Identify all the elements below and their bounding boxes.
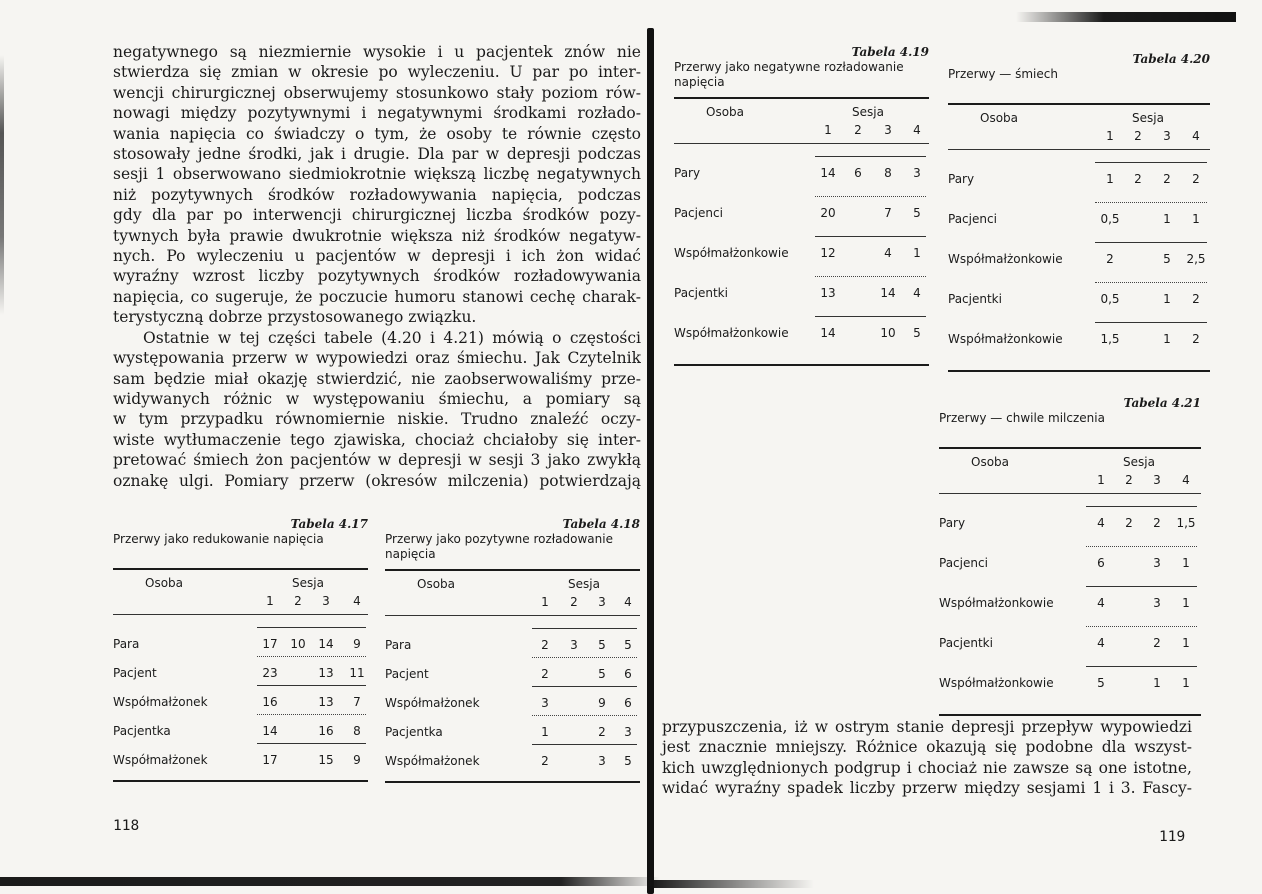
- table-cell: 2: [1134, 172, 1142, 186]
- column-header-osoba: Osoba: [980, 111, 1019, 125]
- cell-rule: [1095, 202, 1207, 203]
- row-label: Pacjent: [385, 667, 429, 681]
- text-line: występowania przerw w wypowiedzi oraz śmiechu. Jak Czytelnik: [113, 349, 641, 368]
- table-cell: 5: [624, 638, 632, 652]
- cell-rule: [257, 656, 366, 657]
- table-caption: Przerwy jako redukowanie napięcia: [113, 532, 324, 546]
- table-cell: 9: [353, 753, 361, 767]
- column-header-osoba: Osoba: [706, 105, 745, 119]
- table-cell: 5: [624, 754, 632, 768]
- cell-rule: [815, 276, 926, 277]
- text-line: widywanych różnic w występowaniu śmiechu, a pomiary są: [113, 389, 641, 408]
- table-cell: 1: [1163, 212, 1171, 226]
- session-number: 4: [353, 594, 361, 608]
- table-4-20: [948, 52, 1210, 372]
- text-line: napięcia, co sugeruje, że poczucie humoru stanowi cechę charak-: [113, 287, 641, 306]
- table-cell: 14: [820, 326, 836, 340]
- table-cell: 4: [1097, 636, 1105, 650]
- table-cell: 2: [1192, 292, 1200, 306]
- table-row: [674, 318, 929, 358]
- column-header-sesja: Sesja: [568, 577, 600, 591]
- text-line: jest znacznie mniejszy. Różnice okazują się podobne dla wszyst-: [662, 738, 1192, 757]
- table-header: [948, 105, 1210, 149]
- text-line: stosowały jedne środki, jak i drugie. Dla par w depresji podczas: [113, 145, 641, 164]
- table-row: [113, 716, 368, 745]
- table-cell: 14: [262, 724, 278, 738]
- table-cell: 2: [1192, 172, 1200, 186]
- table-cell: 1: [1163, 292, 1171, 306]
- table-cell: 2: [1106, 252, 1114, 266]
- cell-rule: [1095, 322, 1207, 323]
- table-row: [385, 688, 640, 717]
- table-cell: 3: [598, 754, 606, 768]
- cell-rule: [257, 685, 366, 686]
- session-number: 2: [570, 595, 578, 609]
- session-number: 3: [322, 594, 330, 608]
- table-cell: 14: [820, 166, 836, 180]
- table-row: [939, 548, 1201, 588]
- table-number: Tabela 4.19: [851, 45, 929, 59]
- row-label: Pary: [948, 172, 975, 186]
- table-cell: 16: [318, 724, 334, 738]
- table-cell: 1: [1163, 332, 1171, 346]
- session-number: 1: [266, 594, 274, 608]
- table-cell: 2: [541, 754, 549, 768]
- text-line: wania napięcia co świadczy o tym, że osoby te równie często: [113, 124, 641, 143]
- table-cell: 13: [318, 666, 334, 680]
- table-cell: 14: [318, 637, 334, 651]
- session-number: 2: [854, 123, 862, 137]
- table-row: [939, 668, 1201, 708]
- table-header: [113, 570, 368, 614]
- table-caption: napięcia: [385, 547, 436, 561]
- row-label: Współmałżonkowie: [939, 596, 1054, 610]
- session-number: 2: [294, 594, 302, 608]
- table-cell: 3: [570, 638, 578, 652]
- row-label: Pary: [939, 516, 966, 530]
- column-header-osoba: Osoba: [145, 576, 184, 590]
- table-cell: 11: [349, 666, 365, 680]
- left-body-text: [113, 42, 641, 491]
- text-line: sesji 1 obserwowano siedmiokrotnie większą liczbę negatywnych: [113, 165, 641, 184]
- table-cell: 5: [913, 326, 921, 340]
- text-line: wencji chirurgicznej obserwujemy stosunkowo stały poziom rów-: [113, 83, 641, 102]
- cell-rule: [532, 715, 637, 716]
- table-cell: 1: [913, 246, 921, 260]
- table-row: [385, 746, 640, 775]
- row-label: Współmałżonek: [113, 753, 208, 767]
- table-caption: Przerwy jako pozytywne rozładowanie: [385, 532, 613, 546]
- table-cell: 3: [1153, 596, 1161, 610]
- table-cell: 3: [913, 166, 921, 180]
- table-cell: 1: [1106, 172, 1114, 186]
- table-row: [939, 628, 1201, 668]
- right-body-text: [662, 717, 1192, 799]
- table-cell: 0,5: [1100, 212, 1120, 226]
- table-row: [113, 629, 368, 658]
- table-cell: 5: [598, 667, 606, 681]
- table-row: [948, 164, 1210, 204]
- cell-rule: [1086, 586, 1197, 587]
- text-line: widać wyraźny spadek liczby przerw między sesjami 1 i 3. Fascy-: [662, 779, 1192, 798]
- table-number: Tabela 4.21: [1123, 396, 1201, 410]
- table-cell: 6: [854, 166, 862, 180]
- cell-rule: [532, 744, 637, 745]
- row-label: Współmałżonek: [385, 696, 480, 710]
- table-cell: 2: [541, 667, 549, 681]
- table-row: [113, 658, 368, 687]
- text-line: oznakę ulgi. Pomiary przerw (okresów milczenia) potwierdzają: [113, 471, 641, 490]
- table-rule-bottom: [948, 370, 1210, 372]
- page-edge-shadow: [0, 55, 4, 315]
- row-label: Pacjentka: [385, 725, 443, 739]
- table-cell: 1: [1192, 212, 1200, 226]
- row-label: Pacjentki: [939, 636, 993, 650]
- session-number: 4: [1182, 473, 1190, 487]
- table-header: [674, 99, 929, 143]
- table-header: [385, 571, 640, 615]
- table-cell: 10: [290, 637, 306, 651]
- cell-rule: [815, 196, 926, 197]
- cell-rule: [257, 714, 366, 715]
- table-cell: 23: [262, 666, 278, 680]
- table-cell: 16: [262, 695, 278, 709]
- table-cell: 1,5: [1100, 332, 1120, 346]
- table-cell: 5: [913, 206, 921, 220]
- table-row: [674, 198, 929, 238]
- cell-rule: [532, 686, 637, 687]
- cell-rule: [1086, 546, 1197, 547]
- table-cell: 0,5: [1100, 292, 1120, 306]
- column-header-sesja: Sesja: [292, 576, 324, 590]
- table-4-19: [674, 45, 929, 366]
- row-label: Pacjentki: [674, 286, 728, 300]
- page-number-left: 118: [113, 818, 140, 834]
- row-label: Współmałżonkowie: [674, 246, 789, 260]
- table-number: Tabela 4.20: [1132, 52, 1210, 66]
- row-label: Współmałżonkowie: [674, 326, 789, 340]
- table-cell: 4: [884, 246, 892, 260]
- table-cell: 7: [353, 695, 361, 709]
- session-number: 3: [1163, 129, 1171, 143]
- table-cell: 5: [1163, 252, 1171, 266]
- session-number: 1: [1106, 129, 1114, 143]
- cell-rule: [1086, 626, 1197, 627]
- text-line: kich uwzględnionych podgrup i chociaż nie zawsze są one istotne,: [662, 758, 1192, 777]
- cell-rule: [1095, 282, 1207, 283]
- text-line: nych. Po wyleczeniu u pacjentów w depresji i ich żon widać: [113, 247, 641, 266]
- cell-rule: [257, 627, 366, 628]
- table-cell: 4: [1097, 596, 1105, 610]
- cell-rule: [257, 743, 366, 744]
- text-line: wyraźny wzrost liczby pozytywnych środków rozładowywania: [113, 267, 641, 286]
- session-number: 4: [624, 595, 632, 609]
- table-row: [948, 284, 1210, 324]
- table-caption: Przerwy — chwile milczenia: [939, 411, 1105, 425]
- table-row: [939, 508, 1201, 548]
- table-cell: 3: [624, 725, 632, 739]
- cell-rule: [815, 236, 926, 237]
- table-cell: 12: [820, 246, 836, 260]
- table-number: Tabela 4.17: [290, 517, 368, 531]
- session-number: 4: [1192, 129, 1200, 143]
- scan-border-bottom: [0, 877, 660, 886]
- table-row: [385, 630, 640, 659]
- table-cell: 2: [541, 638, 549, 652]
- table-cell: 2: [1163, 172, 1171, 186]
- table-cell: 15: [318, 753, 334, 767]
- table-cell: 2,5: [1186, 252, 1206, 266]
- table-4-18: [385, 517, 640, 783]
- table-cell: 13: [318, 695, 334, 709]
- session-number: 1: [1097, 473, 1105, 487]
- book-spine: [647, 28, 654, 894]
- table-header: [939, 449, 1201, 493]
- table-row: [939, 588, 1201, 628]
- row-label: Para: [113, 637, 140, 651]
- table-cell: 5: [598, 638, 606, 652]
- cell-rule: [1095, 162, 1207, 163]
- text-line: gdy dla par po interwencji chirurgicznej liczba środków pozy-: [113, 206, 641, 225]
- table-caption: Przerwy — śmiech: [948, 67, 1058, 81]
- table-cell: 4: [913, 286, 921, 300]
- row-label: Współmałżonkowie: [948, 252, 1063, 266]
- table-row: [674, 238, 929, 278]
- text-line: sam będzie miał okazję stwierdzić, nie zaobserwowaliśmy prze-: [113, 369, 641, 388]
- table-number: Tabela 4.18: [562, 517, 640, 531]
- table-cell: 17: [262, 753, 278, 767]
- session-number: 2: [1134, 129, 1142, 143]
- text-line: tywnych była prawie dwukrotnie większa niż środków negatyw-: [113, 226, 641, 245]
- text-line: niż pozytywnych środków rozładowywania napięcia, podczas: [113, 185, 641, 204]
- text-line: terystyczną dobrze przystosowanego związku.: [113, 308, 477, 327]
- session-number: 1: [824, 123, 832, 137]
- column-header-sesja: Sesja: [852, 105, 884, 119]
- table-cell: 6: [624, 667, 632, 681]
- table-cell: 3: [541, 696, 549, 710]
- table-cell: 1: [1182, 596, 1190, 610]
- cell-rule: [815, 156, 926, 157]
- text-line: pretować śmiech żon pacjentów w depresji w sesji 3 jako zwykłą: [113, 451, 641, 470]
- cell-rule: [532, 628, 637, 629]
- table-cell: 1: [1182, 676, 1190, 690]
- session-number: 3: [598, 595, 606, 609]
- table-cell: 8: [353, 724, 361, 738]
- text-line: nowagi między pozytywnymi i negatywnymi środkami rozłado-: [113, 104, 641, 123]
- table-cell: 7: [884, 206, 892, 220]
- row-label: Współmałżonek: [113, 695, 208, 709]
- session-number: 2: [1125, 473, 1133, 487]
- table-row: [674, 278, 929, 318]
- table-cell: 2: [1153, 516, 1161, 530]
- row-label: Pacjentka: [113, 724, 171, 738]
- column-header-sesja: Sesja: [1132, 111, 1164, 125]
- table-rule-bottom: [939, 714, 1201, 716]
- table-row: [948, 244, 1210, 284]
- row-label: Współmałżonek: [385, 754, 480, 768]
- row-label: Pacjenci: [674, 206, 723, 220]
- table-caption: napięcia: [674, 75, 725, 89]
- table-caption: Przerwy jako negatywne rozładowanie: [674, 60, 904, 74]
- table-row: [385, 717, 640, 746]
- table-cell: 10: [880, 326, 896, 340]
- table-cell: 5: [1097, 676, 1105, 690]
- session-number: 3: [884, 123, 892, 137]
- cell-rule: [815, 316, 926, 317]
- row-label: Pary: [674, 166, 701, 180]
- cell-rule: [1086, 506, 1197, 507]
- text-line: Ostatnie w tej części tabele (4.20 i 4.21) mówią o częstości: [143, 328, 641, 347]
- table-cell: 20: [820, 206, 836, 220]
- row-label: Współmałżonkowie: [948, 332, 1063, 346]
- table-cell: 17: [262, 637, 278, 651]
- text-line: wiste wytłumaczenie tego zjawiska, chociaż chciałoby się inter-: [113, 430, 641, 449]
- table-cell: 2: [1153, 636, 1161, 650]
- table-cell: 9: [598, 696, 606, 710]
- table-cell: 8: [884, 166, 892, 180]
- table-cell: 2: [1125, 516, 1133, 530]
- table-cell: 2: [598, 725, 606, 739]
- table-rule-bottom: [385, 781, 640, 783]
- table-row: [385, 659, 640, 688]
- cell-rule: [532, 657, 637, 658]
- table-cell: 14: [880, 286, 896, 300]
- table-row: [948, 324, 1210, 364]
- table-cell: 1: [1153, 676, 1161, 690]
- table-cell: 4: [1097, 516, 1105, 530]
- table-cell: 6: [1097, 556, 1105, 570]
- table-row: [948, 204, 1210, 244]
- table-cell: 13: [820, 286, 836, 300]
- table-cell: 1: [1182, 556, 1190, 570]
- row-label: Pacjenci: [948, 212, 997, 226]
- table-cell: 2: [1192, 332, 1200, 346]
- session-number: 4: [913, 123, 921, 137]
- table-rule-bottom: [113, 780, 368, 782]
- cell-rule: [1086, 666, 1197, 667]
- row-label: Pacjenci: [939, 556, 988, 570]
- table-4-21: [939, 396, 1201, 716]
- row-label: Współmałżonkowie: [939, 676, 1054, 690]
- table-cell: 6: [624, 696, 632, 710]
- table-rule-bottom: [674, 364, 929, 366]
- text-line: przypuszczenia, iż w ostrym stanie depresji przepływ wypowiedzi: [662, 718, 1192, 736]
- table-cell: 1: [1182, 636, 1190, 650]
- row-label: Pacjent: [113, 666, 157, 680]
- table-row: [113, 687, 368, 716]
- text-line: stwierdza się zmian w okresie po wyleczeniu. U par po inter-: [113, 63, 641, 82]
- session-number: 3: [1153, 473, 1161, 487]
- session-number: 1: [541, 595, 549, 609]
- scan-border-top: [1016, 12, 1236, 22]
- table-row: [674, 158, 929, 198]
- column-header-osoba: Osoba: [417, 577, 456, 591]
- table-row: [113, 745, 368, 774]
- scan-border-bottom-right: [654, 880, 814, 888]
- page-number-right: 119: [1159, 829, 1186, 845]
- table-cell: 3: [1153, 556, 1161, 570]
- column-header-sesja: Sesja: [1123, 455, 1155, 469]
- cell-rule: [1095, 242, 1207, 243]
- table-cell: 9: [353, 637, 361, 651]
- table-4-17: [113, 517, 368, 782]
- row-label: Pacjentki: [948, 292, 1002, 306]
- table-cell: 1: [541, 725, 549, 739]
- row-label: Para: [385, 638, 412, 652]
- text-line: negatywnego są niezmiernie wysokie i u pacjentek znów nie: [113, 43, 641, 61]
- table-cell: 1,5: [1176, 516, 1196, 530]
- column-header-osoba: Osoba: [971, 455, 1010, 469]
- text-line: w tym przypadku równomiernie niskie. Trudno znaleźć oczy-: [113, 410, 641, 429]
